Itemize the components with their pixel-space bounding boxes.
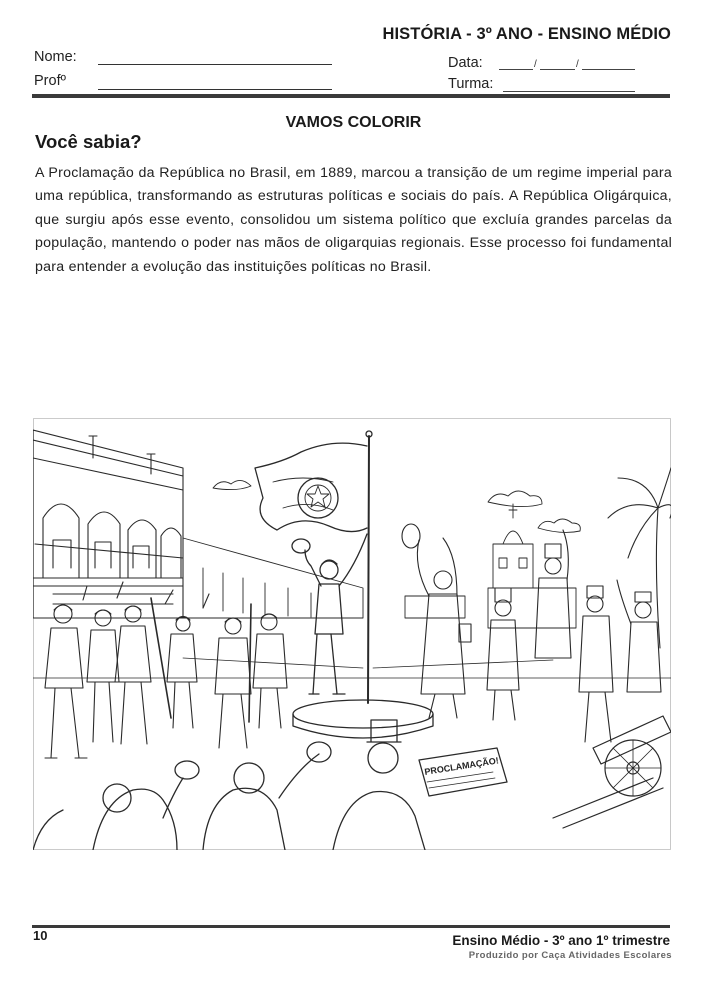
date-month-line[interactable] [540, 69, 575, 70]
foreground-crowd [33, 720, 425, 850]
worksheet-title: HISTÓRIA - 3º ANO - ENSINO MÉDIO [382, 25, 671, 43]
date-year-line[interactable] [582, 69, 635, 70]
section-heading: Você sabia? [35, 131, 142, 152]
date-label: Data: [448, 55, 483, 71]
page-number: 10 [33, 928, 48, 943]
header-divider [32, 94, 670, 98]
palm-tree [608, 468, 671, 648]
pedestal [293, 700, 433, 738]
proclamation-coloring-illustration [33, 418, 671, 850]
proclamation-newspaper [419, 748, 507, 796]
section-paragraph: A Proclamação da República no Brasil, em 1889, marcou a transição de um regime imperial para uma república, transformando as estruturas políticas e sociais do país. A República Oligárquica, que surgiu após esse evento, consolidou um sistema político que excluía grandes parcelas da população, mantendo o poder nas mãos de oligarquias regionais. Esse processo foi fundamental para entender a evolução das instituições políticas no Brasil. [35, 165, 672, 275]
footer-title: Ensino Médio - 3º ano 1º trimestre [452, 933, 670, 948]
republic-flag [255, 431, 372, 703]
civilian-group [402, 524, 661, 742]
palace-building [33, 430, 183, 618]
class-field-line[interactable] [503, 91, 635, 92]
date-day-line[interactable] [499, 69, 533, 70]
teacher-label: Profº [34, 73, 66, 89]
footer-divider [32, 925, 670, 928]
class-label: Turma: [448, 76, 494, 92]
date-slash: / [534, 59, 537, 70]
footer-credit: Produzido por Caça Atividades Escolares [468, 950, 672, 961]
date-slash: / [576, 59, 579, 70]
activity-title: VAMOS COLORIR [285, 114, 422, 131]
background-buildings [183, 504, 576, 628]
teacher-field-line[interactable] [98, 89, 332, 90]
soldier-group [45, 582, 287, 758]
newspaper-headline: PROCLAMAÇÃO! [423, 755, 500, 777]
name-label: Nome: [34, 49, 77, 65]
cannon [553, 716, 671, 828]
plaza-ground [33, 658, 671, 678]
central-officer [292, 534, 367, 694]
name-field-line[interactable] [98, 64, 332, 65]
